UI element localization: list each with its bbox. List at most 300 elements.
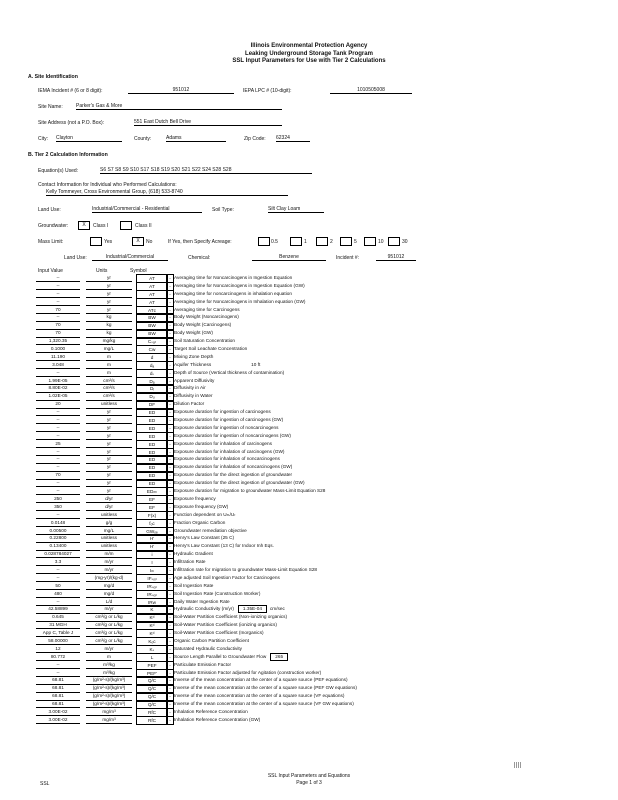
acreage-checkbox-1[interactable] <box>290 237 302 246</box>
symbol-cell: IRᴡ <box>136 598 168 607</box>
input-value-cell: 250 <box>36 495 80 503</box>
symbol-cell: L <box>136 653 168 662</box>
dash-cell: - <box>166 282 174 291</box>
dash-cell: - <box>166 432 174 441</box>
units-cell: m <box>86 653 132 661</box>
symbol-cell: ED <box>136 408 168 417</box>
description-text: Exposure duration for the direct ingestion of groundwater <box>174 472 293 478</box>
description-cell <box>174 306 240 314</box>
description-cell <box>174 487 325 495</box>
description-cell <box>174 377 214 385</box>
symbol-cell: Kᵈ <box>136 621 168 630</box>
units-cell: (g/m²-s)/(kg/m³) <box>86 692 132 700</box>
description-text: Averaging time for noncarcinogens in inhalation equation <box>174 290 292 296</box>
units-cell: yr <box>86 432 132 440</box>
description-text: Exposure duration for the direct ingestion of groundwater (GW) <box>174 480 305 486</box>
input-value-cell: 0.645 <box>36 613 80 621</box>
description-text: Averaging time for Noncarcinogens in Ingestion Equation <box>174 275 293 280</box>
dash-cell: - <box>166 369 174 378</box>
input-value-cell: 3.00E-02 <box>36 716 80 724</box>
input-value-cell: 1,320.35 <box>36 337 80 345</box>
dash-cell: - <box>166 519 174 528</box>
symbol-cell: PEF' <box>136 669 168 678</box>
description-text: Function dependent on Uₘ/Uₜ <box>174 511 236 517</box>
input-value-cell: 350 <box>36 503 80 511</box>
city-value: Clayton <box>56 135 122 142</box>
groundwater-label: Groundwater: <box>38 223 69 229</box>
acreage-checkbox-4[interactable] <box>364 237 376 246</box>
symbol-cell: PEF <box>136 661 168 670</box>
units-cell: kg <box>86 329 132 337</box>
units-cell: cm³/g or L/kg <box>86 613 132 621</box>
class2-label: Class II <box>135 223 152 229</box>
description-cell <box>174 590 260 598</box>
col-symbol: Symbol <box>130 268 147 274</box>
units-cell: (g/m²-s)/(kg/m³) <box>86 700 132 708</box>
description-text: Soil Saturation Concentration <box>174 338 235 344</box>
mass-limit-no-checkbox[interactable]: X <box>132 237 144 246</box>
units-cell: mg/L <box>86 527 132 535</box>
units-cell: cm²/s <box>86 377 132 385</box>
description-text: Body Weight (Carcinogens) <box>174 322 232 328</box>
dash-cell: - <box>166 716 174 725</box>
symbol-cell: EF <box>136 503 168 512</box>
table-row <box>36 345 596 353</box>
units-cell: yr <box>86 306 132 314</box>
description-cell <box>174 479 305 487</box>
input-value-cell: 3.048 <box>36 361 80 369</box>
description-cell <box>174 605 285 613</box>
input-value-cell: 50 <box>36 582 80 590</box>
no-label: No <box>146 239 153 245</box>
dash-cell: - <box>166 337 174 346</box>
table-row <box>36 282 596 290</box>
contact-value: Kelly Tommeyer, Cross Environmental Group, (618) 533-8740 <box>46 189 288 196</box>
acreage-checkbox-3[interactable] <box>340 237 352 246</box>
table-row <box>36 503 596 511</box>
symbol-cell: AT <box>136 290 168 299</box>
acreage-checkbox-2[interactable] <box>316 237 328 246</box>
table-row <box>36 290 596 298</box>
input-value-cell: -- <box>36 424 80 432</box>
units-cell: m <box>86 361 132 369</box>
description-text: Groundwater remediation objective <box>174 527 247 533</box>
description-cell <box>174 416 283 424</box>
table-row <box>36 471 596 479</box>
input-value-cell: -- <box>36 369 80 377</box>
dash-cell: - <box>166 574 174 583</box>
units-cell: m/yr <box>86 558 132 566</box>
units-cell: mg/d <box>86 590 132 598</box>
description-text: Diffusivity in Air <box>174 385 206 391</box>
description-text: Organic Carbon Partition Coefficient <box>174 637 249 643</box>
description-text: Body Weight (GW) <box>174 330 213 336</box>
input-value-cell: 70 <box>36 321 80 329</box>
symbol-cell: Kₛ <box>136 645 168 654</box>
dash-cell: - <box>166 479 174 488</box>
symbol-cell: dₛ <box>136 369 168 378</box>
header-title <box>0 43 618 66</box>
description-text: Henry's Law Constant (25 C) <box>174 535 235 541</box>
table-row <box>36 708 596 716</box>
dash-cell: - <box>166 384 174 393</box>
dash-cell: - <box>166 645 174 654</box>
description-cell <box>174 282 305 290</box>
table-row <box>36 558 596 566</box>
dash-cell: - <box>166 661 174 670</box>
input-value-cell: -- <box>36 574 80 582</box>
table-row <box>36 550 596 558</box>
extra-unit: cm/sec <box>269 606 285 612</box>
description-cell <box>174 503 228 511</box>
description-cell <box>174 463 292 471</box>
header-line-3: SSL Input Parameters for Use with Tier 2 Calculations <box>232 58 386 64</box>
description-cell <box>174 566 317 574</box>
table-row <box>36 321 596 329</box>
symbol-cell: d <box>136 353 168 362</box>
units-cell: yr <box>86 479 132 487</box>
dash-cell: - <box>166 669 174 678</box>
table-row <box>36 590 596 598</box>
address-label: Site Address (not a P.O. Box): <box>38 120 105 126</box>
description-cell <box>174 432 291 440</box>
units-cell: m/yr <box>86 566 132 574</box>
dash-cell: - <box>166 511 174 520</box>
units-cell: (g/m²-s)/(kg/m³) <box>86 684 132 692</box>
input-value-cell: 70 <box>36 306 80 314</box>
acreage-label: If Yes, then Specify Acreage: <box>168 239 232 245</box>
description-text: Exposure frequency <box>174 495 216 501</box>
dash-cell: - <box>166 313 174 322</box>
dash-cell: - <box>166 290 174 299</box>
mass-limit-label: Mass Limit: <box>38 239 64 245</box>
units-cell: unitless <box>86 400 132 408</box>
units-cell: L/d <box>86 598 132 606</box>
units-cell: kg <box>86 313 132 321</box>
description-cell <box>174 637 249 645</box>
footer-center-1: SSL Input Parameters and Equations <box>267 773 351 779</box>
description-cell <box>174 716 260 724</box>
description-text: Averaging time for Carcinogens <box>174 306 240 312</box>
iepa-label: IEPA LPC # (10-digit): <box>243 88 292 94</box>
symbol-cell: I <box>136 558 168 567</box>
dash-cell: - <box>166 345 174 354</box>
description-text: Apparent Diffusivity <box>174 377 215 383</box>
city-label: City: <box>38 136 48 142</box>
header-line-1: Illinois Environmental Protection Agency <box>250 43 368 49</box>
symbol-cell: H' <box>136 534 168 543</box>
input-value-cell: -- <box>36 487 80 495</box>
symbol-cell: AT <box>136 298 168 307</box>
description-cell <box>174 550 213 558</box>
soil-type-label: Soil Type: <box>212 207 234 213</box>
input-value-cell: -- <box>36 448 80 456</box>
description-cell <box>174 558 206 566</box>
description-cell <box>174 684 357 692</box>
description-text: Henry's Law Constant (13 C) for Indoor Inh Eqs. <box>174 543 274 549</box>
symbol-cell: ED <box>136 479 168 488</box>
dash-cell: - <box>166 440 174 449</box>
input-value-cell: -- <box>36 455 80 463</box>
symbol-cell: IFₛₒᵢₗ <box>136 574 168 583</box>
equations-value: S6 S7 S8 S9 S10 S17 S18 S19 S20 S21 S22 S24 S28 S28 <box>100 167 312 174</box>
description-text: Exposure duration for inhalation of carcinogens (GW) <box>174 448 285 454</box>
dash-cell: - <box>166 321 174 330</box>
extra-note: 10 ft <box>251 361 261 367</box>
units-cell: m³/kg <box>86 661 132 669</box>
description-text: Exposure duration for migration to groundwater Mass-Limit Equation S28 <box>174 488 326 494</box>
description-text: Fraction Organic Carbon <box>174 519 226 525</box>
input-value-cell: App C, Table J <box>36 629 80 637</box>
land-use-label: Land Use: <box>38 207 61 213</box>
table-row <box>36 582 596 590</box>
description-cell <box>174 598 230 606</box>
table-row <box>36 369 596 377</box>
zip-value: 62324 <box>276 135 310 142</box>
description-text: Infiltration rate for migration to groundwater Mass-Limit Equation S28 <box>174 566 318 572</box>
acreage-option-0: 0.5 <box>271 239 278 245</box>
description-text: Mixing Zone Depth <box>174 353 214 359</box>
units-cell: m³/kg <box>86 669 132 677</box>
dash-cell: - <box>166 637 174 646</box>
input-value-cell: 11.190 <box>36 353 80 361</box>
symbol-cell: RfC <box>136 708 168 717</box>
description-text: Soil-Water Partition Coefficient (ionizing organics) <box>174 622 277 628</box>
units-cell: yr <box>86 463 132 471</box>
symbol-cell: Kᵈ <box>136 613 168 622</box>
dash-cell: - <box>166 416 174 425</box>
symbol-cell: RfC <box>136 716 168 725</box>
land-use2-label: Land Use: <box>64 255 87 261</box>
description-cell <box>174 353 213 361</box>
description-cell <box>174 298 306 306</box>
iepa-value: 1010505008 <box>330 87 412 94</box>
description-cell <box>174 440 272 448</box>
table-row <box>36 495 596 503</box>
acreage-checkbox-5[interactable] <box>388 237 400 246</box>
description-text: Exposure duration for inhalation of carcinogens <box>174 440 272 446</box>
input-value-cell: -- <box>36 416 80 424</box>
incident-value: 951012 <box>376 254 416 261</box>
input-value-cell: 0.13400 <box>36 542 80 550</box>
description-cell <box>174 369 284 377</box>
table-row <box>36 700 596 708</box>
description-text: Saturated Hydraulic Conductivity <box>174 645 243 651</box>
table-row <box>36 629 596 637</box>
units-cell: cm³/g or L/kg <box>86 637 132 645</box>
description-text: Exposure duration for inhalation of noncarcinogens <box>174 456 280 462</box>
description-text: Particulate Emission Factor <box>174 661 232 667</box>
description-cell <box>174 534 234 542</box>
symbol-cell: Dᵢ <box>136 384 168 393</box>
symbol-cell: ED <box>136 440 168 449</box>
dash-cell: - <box>166 676 174 685</box>
parameter-table <box>36 274 596 724</box>
table-row <box>36 645 596 653</box>
dash-cell: - <box>166 353 174 362</box>
symbol-cell: ED <box>136 416 168 425</box>
input-value-cell: -- <box>36 274 80 282</box>
description-text: Source Length Parallel to Groundwater Flow <box>174 653 267 659</box>
input-value-cell: 0.00500 <box>36 527 80 535</box>
description-text: Exposure duration for ingestion of noncarcinogens (GW) <box>174 432 291 438</box>
symbol-cell: Q/C <box>136 676 168 685</box>
table-row <box>36 408 596 416</box>
table-row <box>36 353 596 361</box>
input-value-cell: -- <box>36 298 80 306</box>
units-cell: mg/L <box>86 345 132 353</box>
symbol-cell: Iₘ <box>136 566 168 575</box>
dash-cell: - <box>166 653 174 662</box>
dash-cell: - <box>166 408 174 417</box>
class1-label: Class I <box>93 223 109 229</box>
class1-checkbox[interactable]: X <box>78 221 90 230</box>
input-value-cell: 42.58899 <box>36 605 80 613</box>
input-value-cell: 480 <box>36 590 80 598</box>
header-line-2: Leaking Underground Storage Tank Program <box>245 50 373 57</box>
description-cell <box>174 669 321 677</box>
input-value-cell: -- <box>36 669 80 677</box>
symbol-cell: ED <box>136 448 168 457</box>
description-text: Inverse of the mean concentration at the center of a square source (PEF GW equations) <box>174 685 357 691</box>
acreage-option-2: 2 <box>330 239 333 245</box>
table-row <box>36 298 596 306</box>
description-text: Soil Ingestion Rate (Construction Worker) <box>174 590 261 596</box>
units-cell: m/m <box>86 550 132 558</box>
table-row <box>36 542 596 550</box>
mass-limit-yes-checkbox[interactable] <box>90 237 102 246</box>
symbol-cell: Dᵤ <box>136 392 168 401</box>
description-cell <box>174 408 271 416</box>
dash-cell: - <box>166 692 174 701</box>
units-cell: yr <box>86 440 132 448</box>
symbol-cell: Kₒc <box>136 637 168 646</box>
symbol-cell: IRₛₒᵢₗ <box>136 582 168 591</box>
table-row <box>36 511 596 519</box>
table-row <box>36 527 596 535</box>
table-row <box>36 337 596 345</box>
units-cell: (g/m²-s)/(kg/m³) <box>86 676 132 684</box>
table-row <box>36 692 596 700</box>
incident-label: Incident #: <box>336 255 360 261</box>
description-cell <box>174 692 344 700</box>
input-value-cell: 25 <box>36 440 80 448</box>
description-cell <box>174 329 213 337</box>
dash-cell: - <box>166 708 174 717</box>
dash-cell: - <box>166 448 174 457</box>
footer-left: SSL <box>40 781 50 787</box>
table-row <box>36 361 596 369</box>
address-value: 551 East Dutch Bell Drive <box>134 119 282 126</box>
description-cell <box>174 542 274 550</box>
land-use-value: Industrial/Commercial - Residential <box>92 206 202 213</box>
table-row <box>36 313 596 321</box>
symbol-cell: ED <box>136 463 168 472</box>
description-cell <box>174 527 247 535</box>
units-cell: g/g <box>86 519 132 527</box>
symbol-cell: ATᴄ <box>136 306 168 315</box>
table-row <box>36 574 596 582</box>
dash-cell: - <box>166 590 174 599</box>
extra-value-box: 1.35E-04 <box>238 605 267 613</box>
contact-label: Contact Information for Individual who Performed Calculations: <box>38 182 177 188</box>
table-row <box>36 676 596 684</box>
symbol-cell: Cᴡ <box>136 345 168 354</box>
units-cell: cm³/g or L/kg <box>86 621 132 629</box>
description-text: Inhalation Reference Concentration (GW) <box>174 716 261 722</box>
table-row <box>36 605 596 613</box>
description-cell <box>174 511 236 519</box>
units-cell: unitless <box>86 511 132 519</box>
acreage-checkbox-0[interactable] <box>258 237 270 246</box>
dash-cell: - <box>166 274 174 283</box>
symbol-cell: ED <box>136 471 168 480</box>
symbol-cell: DF <box>136 400 168 409</box>
description-text: Aquifer Thickness <box>174 361 212 367</box>
table-row <box>36 487 596 495</box>
description-cell <box>174 313 239 321</box>
table-row <box>36 448 596 456</box>
description-text: Inverse of the mean concentration at the center of a square source (VF GW equations) <box>174 701 354 707</box>
county-label: County: <box>134 136 152 142</box>
table-row <box>36 566 596 574</box>
symbol-cell: EDₘₗ <box>136 487 168 496</box>
description-text: Exposure duration for ingestion of carcinogens (GW) <box>174 417 284 423</box>
table-row <box>36 653 596 661</box>
units-cell: yr <box>86 298 132 306</box>
input-value-cell: 0.0148 <box>36 519 80 527</box>
units-cell: yr <box>86 448 132 456</box>
table-row <box>36 621 596 629</box>
class2-checkbox[interactable] <box>120 221 132 230</box>
acreage-option-5: 30 <box>402 239 408 245</box>
units-cell: mg/kg <box>86 337 132 345</box>
dash-cell: - <box>166 621 174 630</box>
table-row <box>36 424 596 432</box>
input-value-cell: -- <box>36 290 80 298</box>
units-cell: yr <box>86 274 132 282</box>
symbol-cell: Q/C <box>136 692 168 701</box>
description-text: Inverse of the mean concentration at the center of a square source (VF equations) <box>174 693 345 699</box>
symbol-cell: BW <box>136 313 168 322</box>
acreage-option-4: 10 <box>378 239 384 245</box>
dash-cell: - <box>166 582 174 591</box>
description-cell <box>174 495 216 503</box>
description-cell <box>174 700 354 708</box>
dash-cell: - <box>166 471 174 480</box>
description-cell <box>174 384 206 392</box>
table-row <box>36 306 596 314</box>
table-row <box>36 416 596 424</box>
units-cell: yr <box>86 290 132 298</box>
description-cell <box>174 653 288 661</box>
description-text: Age adjusted Soil Ingestion Factor for Carcinogens <box>174 574 280 580</box>
symbol-cell: K <box>136 605 168 614</box>
description-cell <box>174 574 280 582</box>
dash-cell: - <box>166 503 174 512</box>
symbol-cell: BW <box>136 329 168 338</box>
input-value-cell: 31 MGH <box>36 621 80 629</box>
description-text: Inhalation Reference Concentration <box>174 708 248 714</box>
input-value-cell: 8.80E-02 <box>36 384 80 392</box>
extra-value-box: 265 <box>270 653 288 661</box>
input-value-cell: -- <box>36 432 80 440</box>
description-cell <box>174 471 292 479</box>
table-row <box>36 329 596 337</box>
description-cell <box>174 274 292 282</box>
chemical-value: Benzene <box>252 254 326 261</box>
site-name-value: Parker's Gas & More <box>76 103 282 110</box>
